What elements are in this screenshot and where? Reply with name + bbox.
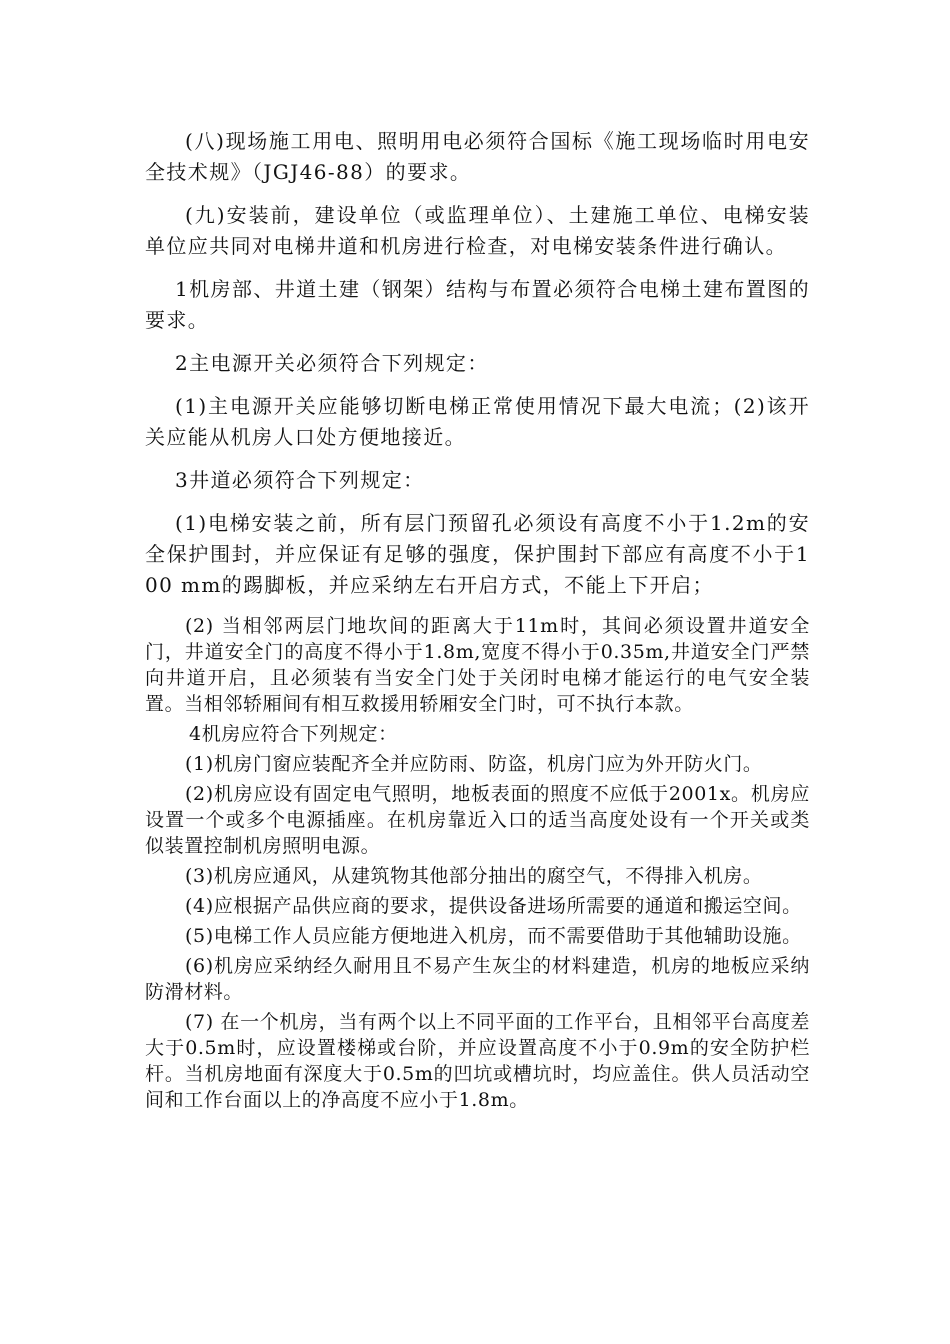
paragraph-9-inspection: (九)安装前，建设单位（或监理单位）、土建施工单位、电梯安装单位应共同对电梯井道和机房进行检查，对电梯安装条件进行确认。	[145, 203, 810, 258]
item-4-sub-6-materials: (6)机房应采纳经久耐用且不易产生灰尘的材料建造，机房的地板应采纳防滑材料。	[145, 955, 810, 1003]
item-4-machine-room: 4机房应符合下列规定：	[189, 723, 398, 745]
item-2-switch-details: (1)主电源开关应能够切断电梯正常使用情况下最大电流；(2)该开关应能从机房人口处方便地接近。	[145, 394, 810, 449]
item-2-main-power-switch: 2主电源开关必须符合下列规定：	[175, 351, 489, 375]
paragraph-8-electricity: (八)现场施工用电、照明用电必须符合国标《施工现场临时用电安全技术规》（JGJ46-88）的要求。	[145, 129, 810, 184]
item-3-sub-2-safety-door: (2) 当相邻两层门地坎间的距离大于11m时，其间必须设置井道安全门，井道安全门的高度不得小于1.8m,宽度不得小于0.35m,井道安全门严禁向井道开启，且必须装有当安全门处于关闭时电梯才能运行的电气安全装置。当相邻轿厢间有相互救援用轿厢安全门时，可不执行本款。	[145, 615, 810, 715]
document-body	[145, 126, 810, 1117]
item-4-sub-5-entry: (5)电梯工作人员应能方便地进入机房，而不需要借助于其他辅助设施。	[185, 925, 802, 947]
item-4-sub-7-platforms: (7) 在一个机房，当有两个以上不同平面的工作平台，且相邻平台高度差大于0.5m时，应设置楼梯或台阶，并应设置高度不小于0.9m的安全防护栏杆。当机房地面有深度大于0.5m的凹坑或槽坑时，均应盖住。供人员活动空间和工作台面以上的净高度不应小于1.8m。	[145, 1011, 810, 1111]
item-1-machine-room-structure: 1机房部、井道土建（钢架）结构与布置必须符合电梯土建布置图的要求。	[145, 277, 810, 332]
item-4-sub-3-ventilation: (3)机房应通风，从建筑物其他部分抽出的腐空气，不得排入机房。	[185, 865, 763, 887]
item-3-shaft: 3井道必须符合下列规定：	[175, 468, 425, 492]
item-4-sub-4-access-space: (4)应根据产品供应商的要求，提供设备进场所需要的通道和搬运空间。	[185, 895, 802, 917]
item-4-sub-2-lighting: (2)机房应设有固定电气照明，地板表面的照度不应低于2001x。机房应设置一个或多个电源插座。在机房靠近入口的适当高度处设有一个开关或类似装置控制机房照明电源。	[145, 783, 810, 857]
item-3-sub-1-enclosure: (1)电梯安装之前，所有层门预留孔必须设有高度不小于1.2m的安全保护围封，并应保证有足够的强度，保护围封下部应有高度不小于100 mm的踢脚板，并应采纳左右开启方式，不能上下开启；	[145, 511, 810, 597]
item-4-sub-1-doors-windows: (1)机房门窗应装配齐全并应防雨、防盗，机房门应为外开防火门。	[185, 753, 763, 775]
